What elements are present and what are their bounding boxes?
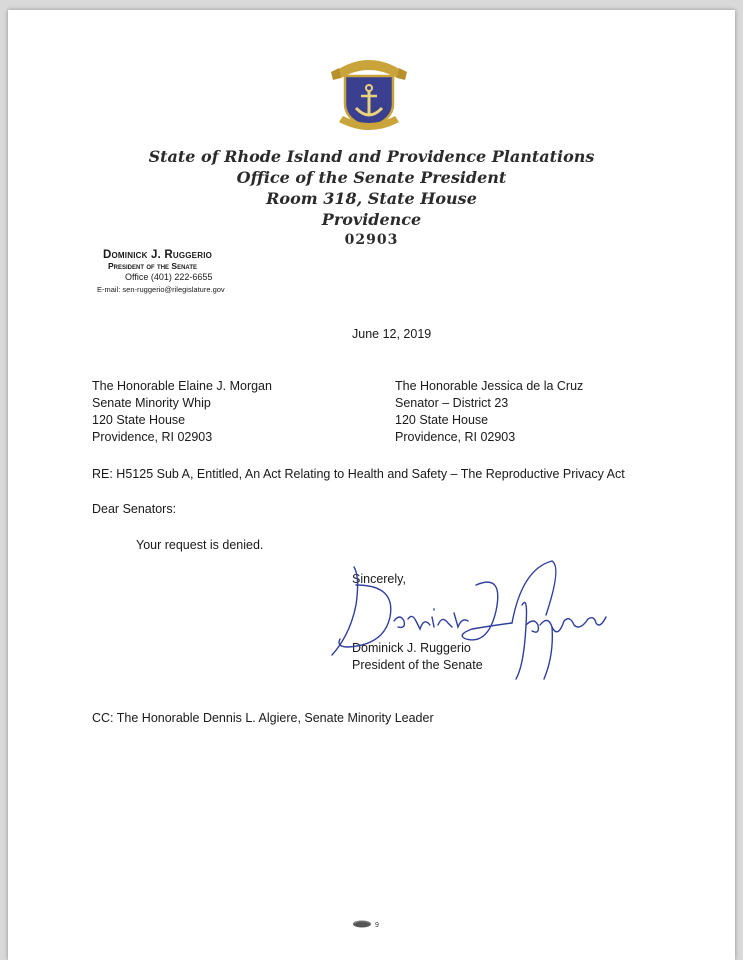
signer-name: Dominick J. Ruggerio bbox=[352, 641, 471, 655]
letterhead-zip: 02903 bbox=[344, 232, 399, 248]
letterhead bbox=[0, 146, 743, 251]
recipient-1-name: The Honorable Elaine J. Morgan bbox=[92, 379, 272, 393]
senator-block bbox=[97, 250, 225, 295]
recipient-2-title: Senator – District 23 bbox=[395, 396, 509, 410]
senator-office-phone: Office (401) 222-6655 bbox=[125, 272, 213, 282]
letterhead-room: Room 318, State House bbox=[266, 189, 477, 208]
recipient-address-1 bbox=[92, 378, 272, 446]
re-line: RE: H5125 Sub A, Entitled, An Act Relating to Health and Safety – The Reproductive Privacy Act bbox=[92, 467, 625, 481]
recipient-2-city: Providence, RI 02903 bbox=[395, 430, 516, 444]
recipient-2-name: The Honorable Jessica de la Cruz bbox=[395, 379, 584, 393]
signer-title: President of the Senate bbox=[352, 658, 483, 672]
recipient-address-2 bbox=[395, 378, 583, 446]
recipient-1-street: 120 State House bbox=[92, 413, 186, 427]
letterhead-office: Office of the Senate President bbox=[236, 168, 507, 187]
closing: Sincerely, bbox=[352, 572, 406, 586]
senator-title: President of the Senate bbox=[108, 261, 197, 271]
salutation: Dear Senators: bbox=[92, 502, 177, 516]
senator-email: E-mail: sen-ruggerio@rilegislature.gov bbox=[97, 285, 225, 294]
rhode-island-seal-icon bbox=[323, 46, 415, 138]
union-bug-number: 9 bbox=[375, 922, 379, 929]
recipient-1-title: Senate Minority Whip bbox=[92, 396, 211, 410]
cc-line: CC: The Honorable Dennis L. Algiere, Senate Minority Leader bbox=[92, 711, 434, 725]
recipient-1-city: Providence, RI 02903 bbox=[92, 430, 213, 444]
letterhead-state: State of Rhode Island and Providence Plantations bbox=[148, 147, 595, 166]
senator-name: Dominick J. Ruggerio bbox=[103, 249, 213, 261]
union-bug-icon bbox=[350, 918, 384, 930]
handwritten-signature-icon bbox=[326, 555, 616, 685]
letter-date: June 12, 2019 bbox=[352, 327, 432, 341]
letterhead-city: Providence bbox=[321, 210, 422, 229]
letter-body: Your request is denied. bbox=[136, 538, 264, 552]
recipient-2-street: 120 State House bbox=[395, 413, 489, 427]
